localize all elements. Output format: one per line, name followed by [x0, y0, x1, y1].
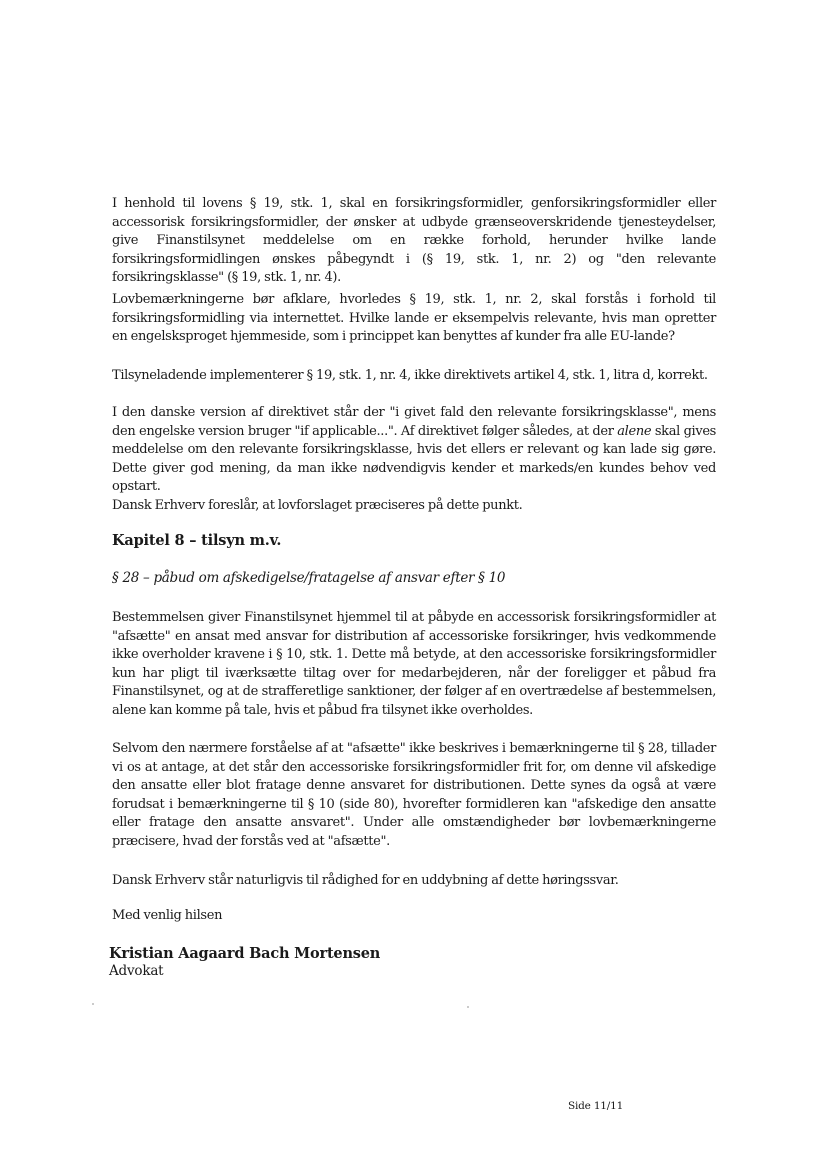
paragraph-implementation-issue: Tilsyneladende implementerer § 19, stk. 1, nr. 4, ikke direktivets artikel 4, stk. 1, litra d, korrekt.	[112, 368, 708, 383]
paragraph-notification-requirements: I henhold til lovens § 19, stk. 1, skal en forsikringsformidler, genforsikringsformidler eller accessorisk forsikringsformidler, der ønsker at udbyde grænseoverskridende tjenesteydelser, give Finanstilsynet meddelelse om en række forhold, herunder hvilke lande forsikringsformidlingen ønskes påbegyndt i (§ 19, stk. 1, nr. 2) og "den relevante forsikringsklasse" (§ 19, stk. 1, nr. 4).	[112, 196, 716, 286]
paragraph-danish-version	[112, 404, 716, 497]
scan-speck	[92, 1003, 94, 1005]
text-after-emphasis: skal gives meddelelse om den relevante forsikringsklasse, hvis det ellers er relevant og kan lade sig gøre. Dette giver god mening, da man ikke nødvendigvis kender et markeds/en kundes behov ved opstart.	[112, 423, 717, 495]
chapter-heading: Kapitel 8 – tilsyn m.v.	[112, 532, 282, 549]
emphasized-word: alene	[617, 423, 652, 439]
text-before-emphasis: I den danske version af direktivet står der "i givet fald den relevante forsikringsklasse", mens den engelske version bruger "if applicable...". Af direktivet følger således, at der	[112, 405, 716, 439]
paragraph-availability: Dansk Erhverv står naturligvis til rådighed for en uddybning af dette høringssvar.	[112, 873, 619, 888]
paragraph-internet-distribution: Lovbemærkningerne bør afklare, hvorledes § 19, stk. 1, nr. 2, skal forstås i forhold til forsikringsformidling via internettet. Hvilke lande er eksempelvis relevante, hvis man opretter en engelsksproget hjemmeside, som i princippet kan benyttes af kunder fra alle EU-lande?	[112, 292, 716, 345]
scan-speck	[467, 1006, 469, 1008]
page-number: Side 11/11	[568, 1100, 624, 1112]
closing-greeting: Med venlig hilsen	[112, 908, 223, 923]
signature-title: Advokat	[109, 963, 164, 979]
signature-name: Kristian Aagaard Bach Mortensen	[109, 945, 381, 962]
section-heading: § 28 – påbud om afskedigelse/fratagelse af ansvar efter § 10	[112, 570, 506, 586]
paragraph-proposal: Dansk Erhverv foreslår, at lovforslaget præciseres på dette punkt.	[112, 498, 523, 513]
paragraph-order-authority: Bestemmelsen giver Finanstilsynet hjemmel til at påbyde en accessorisk forsikringsformidler at "afsætte" en ansat med ansvar for distribution af accessoriske forsikringer, hvis vedkommende ikke overholder kravene i § 10, stk. 1. Dette må betyde, at den accessoriske forsikringsformidler kun har pligt til iværksætte tiltag over for medarbejderen, når der foreligger et påbud fra Finanstilsynet, og at de strafferetlige sanktioner, der følger af en overtrædelse af bestemmelsen, alene kan komme på tale, hvis et påbud fra tilsynet ikke overholdes.	[112, 610, 716, 718]
paragraph-interpretation: Selvom den nærmere forståelse af at "afsætte" ikke beskrives i bemærkningerne til § 28, tillader vi os at antage, at det står den accessoriske forsikringsformidler frit for, om denne vil afskedige den ansatte eller blot fratage denne ansvaret for distributionen. Dette synes da også at være forudsat i bemærkningerne til § 10 (side 80), hvorefter formidleren kan "afskedige den ansatte eller fratage den ansatte ansvaret". Under alle omstændigheder bør lovbemærkningerne præcisere, hvad der forstås ved at "afsætte".	[112, 741, 716, 849]
